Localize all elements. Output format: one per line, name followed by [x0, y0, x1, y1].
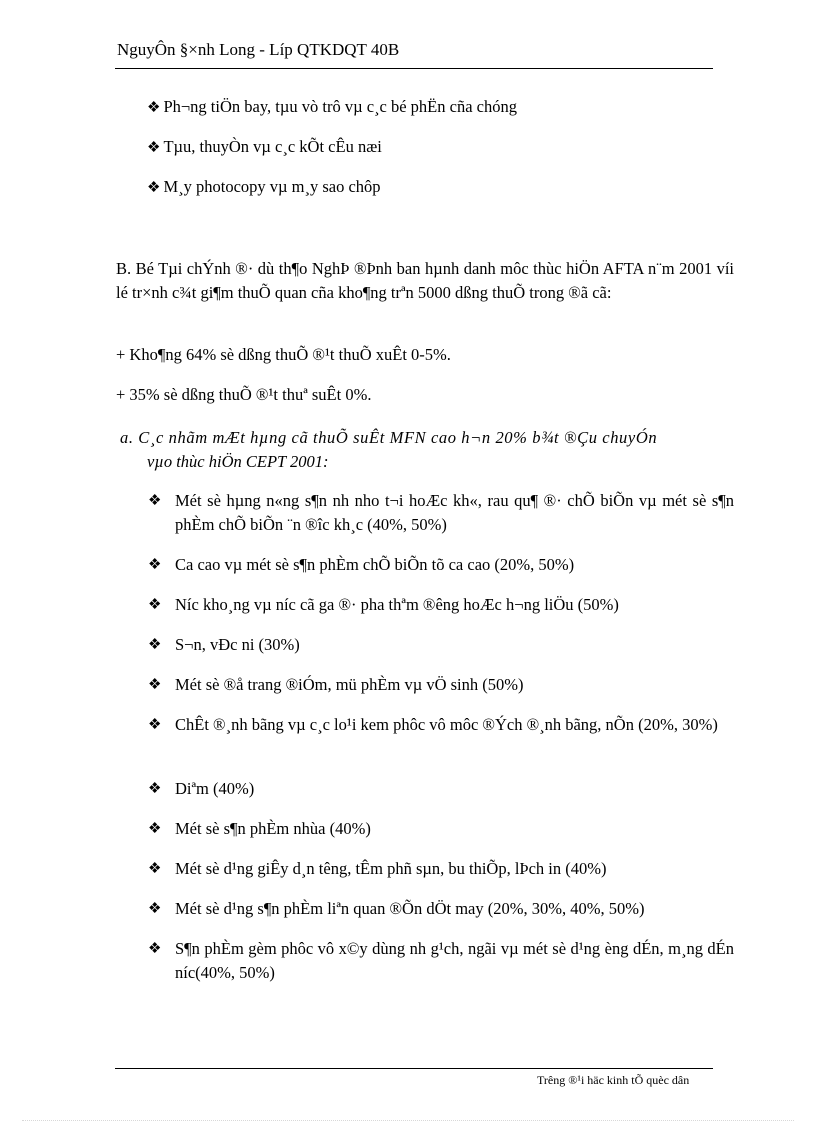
- bullet-icon: ❖: [148, 781, 162, 797]
- list-item: [148, 937, 734, 985]
- bullet-icon: ❖: [148, 901, 162, 917]
- bullet-icon: ❖: [148, 493, 162, 509]
- footer-rule: [115, 1068, 713, 1069]
- list-item-text: S¬n, vÐc ni (30%): [175, 635, 300, 654]
- list-item: [148, 673, 734, 697]
- list-item: [148, 633, 734, 657]
- list-item: [148, 857, 734, 881]
- bullet-icon: ❖: [148, 941, 162, 957]
- bullet-icon: ❖: [147, 180, 161, 196]
- list-item: [148, 777, 734, 801]
- list-item: [148, 897, 734, 921]
- list-item-text: Ca cao vµ mét sè s¶n phÈm chÕ biÕn tõ ca cao (20%, 50%): [175, 555, 575, 574]
- list-item-text: S¶n phÈm gèm phôc vô x©y dùng nh g¹ch, ngãi vµ mét sè d¹ng èng dÉn, m¸ng dÉn níc(40%, 50%): [175, 939, 734, 982]
- bullet-icon: ❖: [148, 597, 162, 613]
- list-item: [147, 177, 381, 197]
- list-item-text: Mét sè hµng n«ng s¶n nh nho t¬i hoÆc kh«, rau qu¶ ®· chÕ biÕn vµ mét sè s¶n phÈm chÕ biÕn ¨n ®îc kh¸c (40%, 50%): [175, 491, 734, 534]
- list-item: [147, 137, 382, 157]
- list-item: [148, 593, 734, 617]
- list-item: [148, 817, 734, 841]
- section-a-heading-line1: a. C¸c nhãm mÆt hµng cã thuÕ suÊt MFN cao h¬n 20% b¾t ®Çu chuyÓn: [120, 428, 658, 447]
- plus-line: + 35% sè dßng thuÕ ®¹t thuª suÊt 0%.: [116, 385, 372, 404]
- list-item: [148, 713, 734, 737]
- page-bottom-divider: [22, 1120, 794, 1121]
- list-item-text: Mét sè s¶n phÈm nhùa (40%): [175, 819, 371, 838]
- bullet-icon: ❖: [148, 821, 162, 837]
- bullet-icon: ❖: [148, 717, 162, 733]
- list-item-text: Mét sè ®å trang ®iÓm, mü phÈm vµ vÖ sinh (50%): [175, 675, 524, 694]
- list-item-text: Diªm (40%): [175, 779, 255, 798]
- list-item: [147, 97, 517, 117]
- list-item: [148, 553, 734, 577]
- list-item-text: Níc kho¸ng vµ níc cã ga ®· pha thªm ®êng hoÆc h¬ng liÖu (50%): [175, 595, 619, 614]
- list-item-text: ChÊt ®¸nh bãng vµ c¸c lo¹i kem phôc vô môc ®Ých ®¸nh bãng, nÕn (20%, 30%): [175, 715, 718, 734]
- list-item-text: Mét sè d¹ng s¶n phÈm liªn quan ®Õn dÖt may (20%, 30%, 40%, 50%): [175, 899, 645, 918]
- page-header: NguyÔn §×nh Long - Líp QTKDQT 40B: [117, 40, 400, 59]
- page-footer: Trêng ®¹i häc kinh tÕ quèc dân: [537, 1073, 690, 1087]
- list-item: [148, 489, 734, 537]
- bullet-icon: ❖: [148, 861, 162, 877]
- list-item-text: M¸y photocopy vµ m¸y sao chôp: [163, 177, 381, 196]
- list-item-text: Ph¬ng tiÖn bay, tµu vò trô vµ c¸c bé phËn cña chóng: [163, 97, 517, 116]
- bullet-icon: ❖: [148, 637, 162, 653]
- bullet-icon: ❖: [147, 100, 161, 116]
- header-rule: [115, 68, 713, 69]
- plus-line: + Kho¶ng 64% sè dßng thuÕ ®¹t thuÕ xuÊt 0-5%.: [116, 345, 451, 364]
- list-item-text: Tµu, thuyÒn vµ c¸c kÕt cÊu næi: [163, 137, 382, 156]
- bullet-icon: ❖: [147, 140, 161, 156]
- paragraph-b: B. Bé Tµi chÝnh ®· dù th¶o NghÞ ®Þnh ban hµnh danh môc thùc hiÖn AFTA n¨m 2001 víi lé tr×nh c¾t gi¶m thuÕ quan cña kho¶ng trªn 5000 dßng thuÕ trong ®ã cã:: [116, 259, 734, 302]
- section-a-heading-line2: vµo thùc hiÖn CEPT 2001:: [147, 452, 329, 471]
- list-item-text: Mét sè d¹ng giÊy d¸n têng, tÊm phñ sµn, bu thiÕp, lÞch in (40%): [175, 859, 607, 878]
- bullet-icon: ❖: [148, 557, 162, 573]
- bullet-icon: ❖: [148, 677, 162, 693]
